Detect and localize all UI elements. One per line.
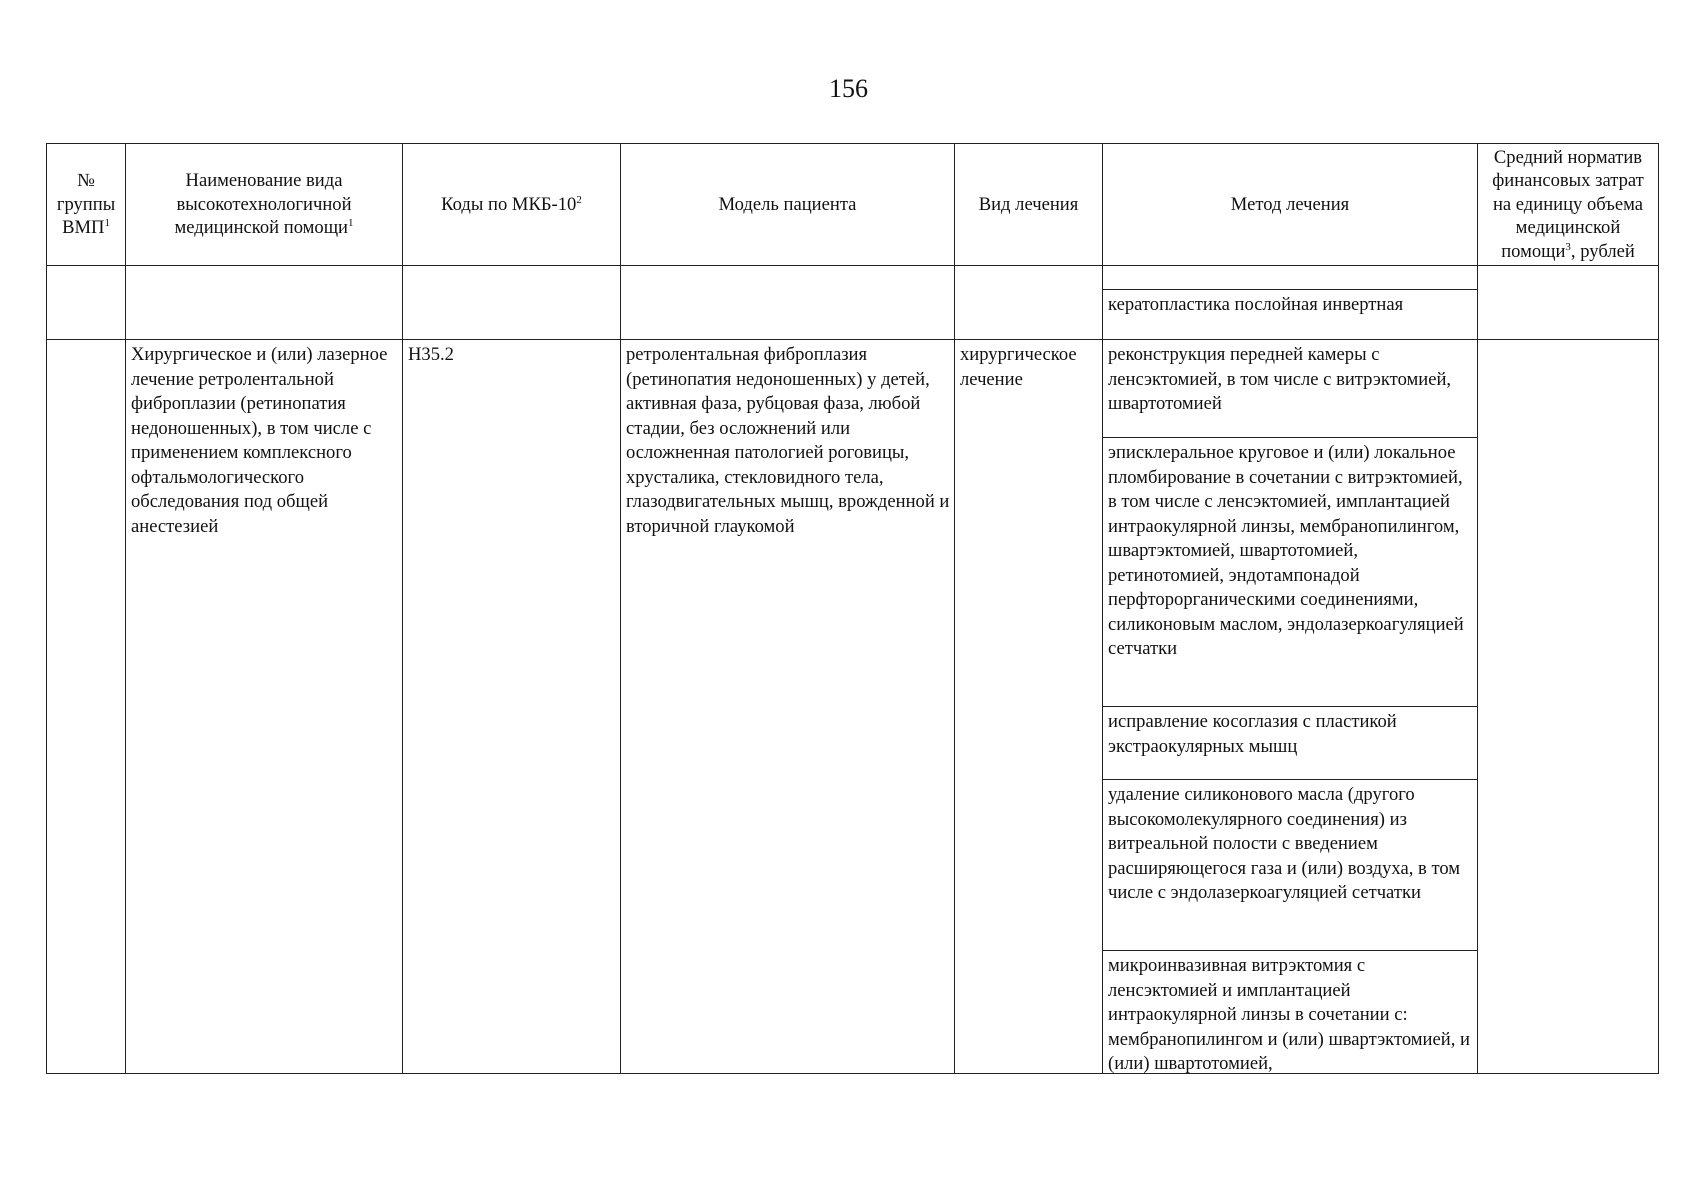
header-group-no: № группы ВМП$^1$: [47, 144, 126, 266]
cont-method-item: кератопластика послойная инвертная: [1108, 294, 1404, 315]
header-treatment-method: Метод лечения: [1103, 144, 1478, 266]
header-treatment-type: Вид лечения: [955, 144, 1103, 266]
method-item: микроинвазивная витрэктомия с ленсэктомией и имплантацией интраокулярной линзы в сочетании с: мембранопилингом и (или) швартэктомией, и (или) швартотомией,: [1108, 955, 1470, 1073]
row-treatment-methods: [1103, 340, 1478, 1074]
cont-icd-codes: [403, 266, 621, 340]
cont-avg-cost: [1478, 266, 1659, 340]
header-row: [47, 144, 1659, 266]
row-group-no: [47, 340, 126, 1074]
header-avg-cost: Средний норматив финансовых затрат на единицу объема медицинской помощи$^3$, рублей: [1478, 144, 1659, 266]
method-item: исправление косоглазия с пластикой экстраокулярных мышц: [1103, 707, 1477, 780]
row-patient-model: ретролентальная фиброплазия (ретинопатия недоношенных) у детей, активная фаза, рубцовая фаза, любой стадии, без осложнений или осложненная патологией роговицы, хрусталика, стекловидного тела, глазодвигательных мышц, врожденной и вторичной глаукомой: [621, 340, 955, 1074]
header-name: Наименование вида высокотехнологичной медицинской помощи$^1$: [126, 144, 403, 266]
header-icd-codes: Коды по МКБ-$10^2$: [403, 144, 621, 266]
header-patient-model: Модель пациента: [621, 144, 955, 266]
row-icd-codes: H35.2: [403, 340, 621, 1074]
cont-patient-model: [621, 266, 955, 340]
method-item: реконструкция передней камеры с ленсэктомией, в том числе с витрэктомией, швартотомией: [1103, 340, 1477, 438]
method-item: удаление силиконового масла (другого высокомолекулярного соединения) из витреальной полости с введением расширяющегося газа и (или) воздуха, в том числе с эндолазеркоагуляцией сетчатки: [1103, 780, 1477, 951]
cont-group-no: [47, 266, 126, 340]
vmp-table: [46, 143, 1659, 1074]
cont-treatment-type: [955, 266, 1103, 340]
page-number: 156: [829, 74, 868, 103]
cont-name: [126, 266, 403, 340]
row-name: Хирургическое и (или) лазерное лечение ретролентальной фиброплазии (ретинопатия недоношенных), в том числе с применением комплексного офтальмологического обследования под общей анестезией: [126, 340, 403, 1074]
method-item: эписклеральное круговое и (или) локальное пломбирование в сочетании с витрэктомией, в том числе с ленсэктомией, имплантацией интраокулярной линзы, мембранопилингом, швартэктомией, швартотомией, ретинотомией, эндотампонадой перфторорганическими соединениями, силиконовым маслом, эндолазеркоагуляцией сетчатки: [1103, 438, 1477, 707]
cont-method-prev: [1103, 266, 1477, 290]
continuation-row: [47, 266, 1659, 340]
row-avg-cost: [1478, 340, 1659, 1074]
row-treatment-type: хирургическое лечение: [955, 340, 1103, 1074]
cont-method: [1103, 266, 1478, 340]
table-row: [47, 340, 1659, 1074]
